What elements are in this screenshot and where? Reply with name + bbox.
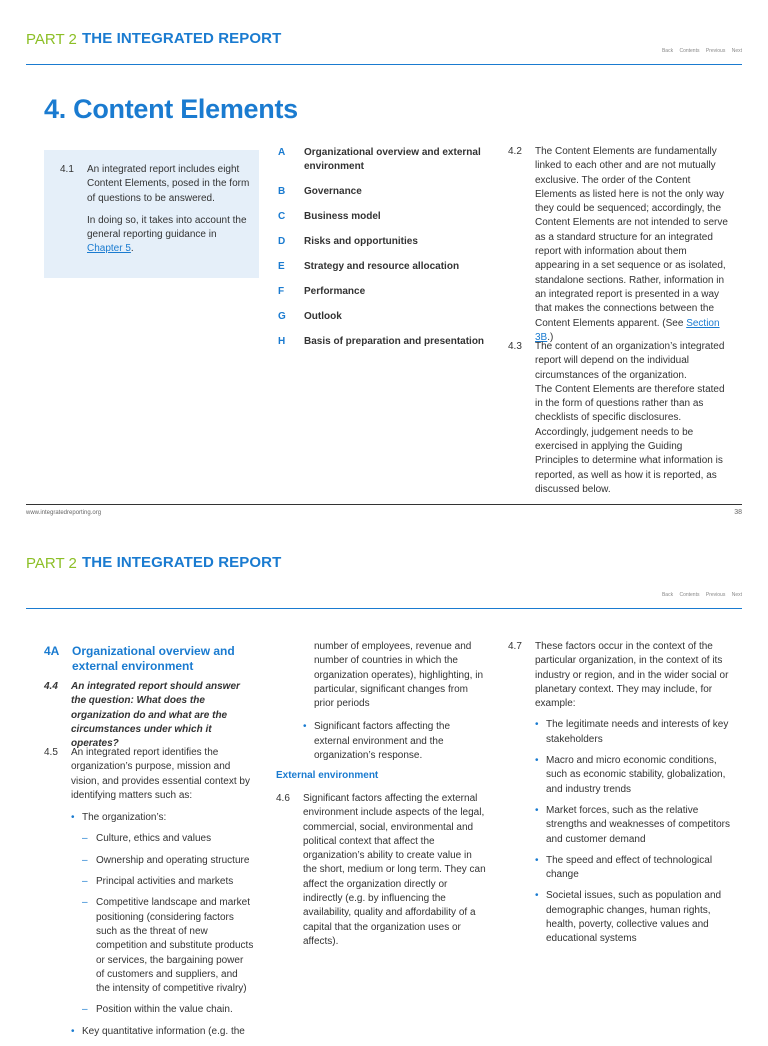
page-39	[0, 512, 768, 1037]
element-letter: F	[278, 286, 285, 297]
element-letter: C	[278, 211, 286, 222]
page-number: 38	[734, 509, 742, 516]
element-label: Strategy and resource allocation	[304, 261, 460, 272]
list-item: • Key quantitative information (e.g. the	[71, 1025, 254, 1039]
content-element-item	[278, 235, 493, 249]
footer-url[interactable]: www.integratedreporting.org	[26, 510, 102, 516]
paragraph-text: Significant factors affecting the external environment include aspects of the legal, commercial, social, environmental and political context that affect the organization’s ability to create value in the short, medium or long term. They can affect the organization directly or indirectly (e.g. by influencing the availability, quality and affordability of a capital that the organization uses or affects).	[303, 793, 486, 947]
nav-next-link[interactable]: Next	[731, 48, 742, 54]
section-3b-link[interactable]: Section 3B	[535, 317, 720, 343]
paragraph-text: These factors occur in the context of the particular organization, in the context of its industry or region, and in the wider social or planetary context. They may include, for example:	[535, 641, 729, 710]
section-heading-4a	[44, 644, 244, 674]
content-element-item	[278, 310, 493, 324]
column-2-continuation	[303, 640, 488, 770]
paragraph-number: 4.7	[508, 641, 522, 652]
paragraph-text: The Content Elements are therefore stated in the form of questions rather than as checklists of specific disclosures. Accordingly, judgement needs to be exercised in applying the Guiding Principles to determine what information is reported, as well as how it is reported, as discussed below.	[535, 383, 725, 495]
nav-previous-link[interactable]: Previous	[705, 592, 726, 598]
section-number: 4A	[44, 644, 60, 658]
paragraph-text: The Content Elements are fundamentally linked to each other and are not mutually exclusive. The order of the Content Elements as listed here is not the only way they could be sequenced; accordingly, the Content Elements are not intended to serve as a standard structure for an integrated report with information about them appearing in a set sequence or as isolated, standalone sections. Rather, information in an integrated report is presented in a way that makes the connections between the Content Elements apparent. (See Section 3B.)	[535, 146, 728, 343]
element-letter: A	[278, 147, 286, 158]
list-item: • Significant factors affecting the external environment and the organization’s response.	[303, 720, 488, 763]
element-label: Business model	[304, 211, 381, 222]
bullet-list	[535, 718, 730, 946]
element-letter: E	[278, 261, 285, 272]
paragraph-4-4	[44, 680, 254, 751]
header-part: PART 2	[26, 31, 77, 48]
content-element-item	[278, 335, 493, 349]
header-nav	[657, 592, 742, 598]
page-38	[0, 0, 768, 516]
header-nav	[657, 48, 742, 54]
content-element-item	[278, 285, 493, 299]
content-element-item	[278, 210, 493, 224]
content-element-item	[278, 146, 493, 174]
list-item: • The legitimate needs and interests of key stakeholders	[535, 718, 730, 747]
header-title: THE INTEGRATED REPORT	[82, 30, 282, 47]
element-letter: G	[278, 311, 286, 322]
bullet-list	[71, 811, 254, 1039]
element-label: Performance	[304, 286, 366, 297]
header-title: THE INTEGRATED REPORT	[82, 554, 282, 571]
paragraph-number: 4.1	[60, 164, 74, 175]
paragraph-number: 4.6	[276, 793, 290, 804]
paragraph-text: An integrated report identifies the organization’s purpose, mission and vision, and provides essential context by identifying matters such as:	[71, 747, 250, 801]
paragraph-number: 4.3	[508, 341, 522, 352]
list-item: • Market forces, such as the relative strengths and weaknesses of competitors and customer demand	[535, 804, 730, 847]
paragraph-4-1	[60, 163, 250, 265]
paragraph-text: In doing so, it takes into account the general reporting guidance in Chapter 5.	[87, 214, 247, 255]
element-letter: B	[278, 186, 286, 197]
paragraph-number: 4.5	[44, 747, 58, 758]
element-letter: H	[278, 336, 286, 347]
paragraph-4-3	[508, 340, 728, 497]
section-title: Organizational overview and external environment	[72, 644, 235, 673]
footer-divider	[26, 504, 742, 505]
list-item: – Principal activities and markets	[82, 875, 254, 889]
nav-next-link[interactable]: Next	[731, 592, 742, 598]
paragraph-number: 4.4	[44, 681, 58, 692]
list-item: – Ownership and operating structure	[82, 854, 254, 868]
nav-back-link[interactable]: Back	[661, 592, 674, 598]
element-label: Governance	[304, 186, 362, 197]
list-item: • Societal issues, such as population and demographic changes, human rights, health, poverty, collective values and educational systems	[535, 889, 730, 946]
paragraph-text: The content of an organization’s integrated report will depend on the individual circumstances of the organization.	[535, 341, 725, 381]
sub-list	[82, 832, 254, 1017]
paragraph-text: number of employees, revenue and number of countries in which the organization operates), highlighting, in particular, significant changes from prior periods	[314, 641, 483, 710]
content-elements-list	[278, 146, 493, 360]
paragraph-4-2	[508, 145, 728, 353]
page-title: 4. Content Elements	[44, 94, 298, 124]
paragraph-4-7	[508, 640, 730, 954]
element-letter: D	[278, 236, 286, 247]
content-element-item	[278, 185, 493, 199]
paragraph-number: 4.2	[508, 146, 522, 157]
element-label: Risks and opportunities	[304, 236, 418, 247]
nav-previous-link[interactable]: Previous	[705, 48, 726, 54]
element-label: Basis of preparation and presentation	[304, 336, 485, 347]
list-item: • The organization’s: – Culture, ethics and values – Ownership and operating structure – Principal activities and markets – Competitive landscape and market positioning (considering factors such as the threat of new competition and substitute products or services, the bargaining power of customers and suppliers, and the intensity of competitive rivalry) – Position within the value chain.	[71, 811, 254, 1018]
header-divider	[26, 64, 742, 65]
paragraph-text: An integrated report includes eight Content Elements, posed in the form of questions to be answered.	[87, 164, 250, 204]
list-item: – Position within the value chain.	[82, 1003, 254, 1017]
paragraph-4-5	[44, 746, 254, 1046]
list-item: – Culture, ethics and values	[82, 832, 254, 846]
header-part: PART 2	[26, 555, 77, 572]
paragraph-4-6	[276, 792, 488, 949]
bullet-list	[303, 720, 488, 763]
element-label: Organizational overview and external environment	[304, 147, 481, 172]
element-label: Outlook	[304, 311, 342, 322]
chapter-5-link[interactable]: Chapter 5	[87, 243, 131, 255]
header-divider	[26, 608, 742, 609]
content-element-item	[278, 260, 493, 274]
list-item: – Competitive landscape and market positioning (considering factors such as the threat of new competition and substitute products or services, the bargaining power of customers and suppliers, and the intensity of competitive rivalry)	[82, 896, 254, 996]
paragraph-text: An integrated report should answer the question: What does the organization do and what are the circumstances under which it operates?	[71, 681, 240, 750]
list-item: • Macro and micro economic conditions, such as economic stability, globalization, and industry trends	[535, 754, 730, 797]
subheading-external-environment: External environment	[276, 770, 379, 781]
nav-back-link[interactable]: Back	[661, 48, 674, 54]
list-item: • The speed and effect of technological change	[535, 854, 730, 883]
nav-contents-link[interactable]: Contents	[679, 48, 700, 54]
nav-contents-link[interactable]: Contents	[679, 592, 700, 598]
